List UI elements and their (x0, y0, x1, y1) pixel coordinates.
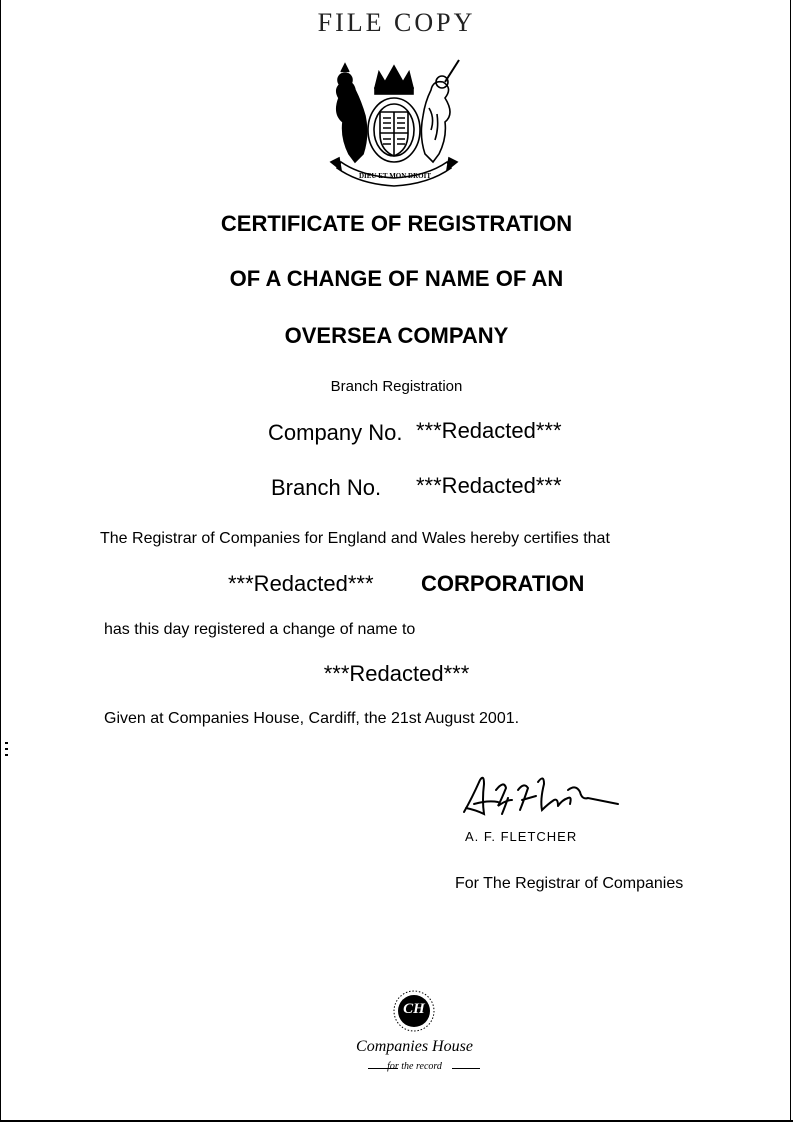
new-name: ***Redacted*** (323, 661, 470, 686)
given-text: Given at Companies House, Cardiff, the 21st August 2001. (104, 710, 520, 727)
crest-motto: DIEU ET MON DROIT (358, 172, 432, 180)
branch-no-value: ***Redacted*** (416, 473, 562, 498)
certificate-title-line1: CERTIFICATE OF REGISTRATION (220, 211, 573, 236)
company-no-value: ***Redacted*** (416, 418, 562, 443)
scan-mark (5, 748, 8, 750)
scan-mark (5, 742, 8, 744)
companies-house-name: Companies House (356, 1038, 473, 1055)
logo-letters: CH (403, 1001, 425, 1017)
scan-edge-right (790, 0, 791, 1122)
tagline-rule-right (452, 1068, 480, 1069)
signature (458, 770, 628, 832)
scan-edge-left (0, 0, 1, 1122)
old-name-redacted: ***Redacted*** (228, 571, 374, 596)
certificate-title-line2: OF A CHANGE OF NAME OF AN (229, 266, 564, 291)
certifies-text: The Registrar of Companies for England and Wales hereby certifies that (100, 530, 610, 547)
registration-type: Branch Registration (330, 378, 463, 395)
certificate-title-line3: OVERSEA COMPANY (284, 323, 509, 348)
old-name-suffix: CORPORATION (421, 571, 585, 596)
royal-coat-of-arms-icon (319, 58, 469, 190)
change-text: has this day registered a change of name to (104, 621, 416, 638)
company-no-label: Company No. (268, 420, 403, 445)
scan-mark (5, 754, 8, 756)
branch-no-label: Branch No. (271, 475, 382, 500)
signatory-name: A. F. FLETCHER (465, 829, 578, 844)
file-copy-stamp: FILE COPY (317, 8, 476, 37)
companies-house-tagline: for the record (387, 1061, 442, 1072)
signatory-role: For The Registrar of Companies (455, 875, 684, 892)
